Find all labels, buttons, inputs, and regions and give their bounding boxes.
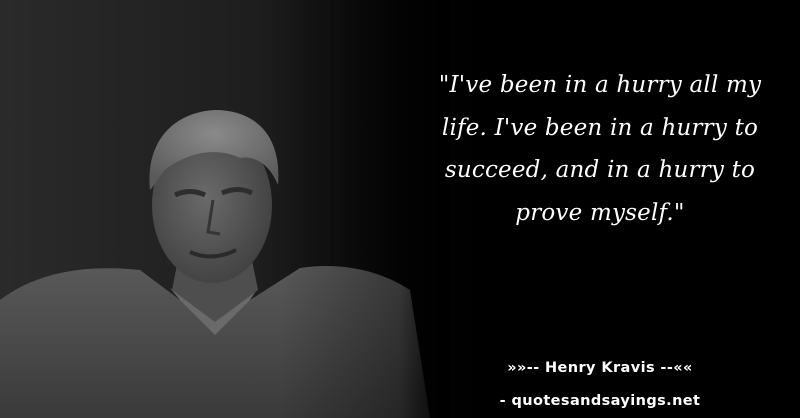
author-attribution: »»-- Henry Kravis --«« — [507, 360, 693, 376]
source-credit: - quotesandsayings.net — [499, 393, 701, 409]
quote-text: "I've been in a hurry all my life. I've been in a hurry to succeed, and in a hurry to prove myself." — [438, 72, 762, 226]
